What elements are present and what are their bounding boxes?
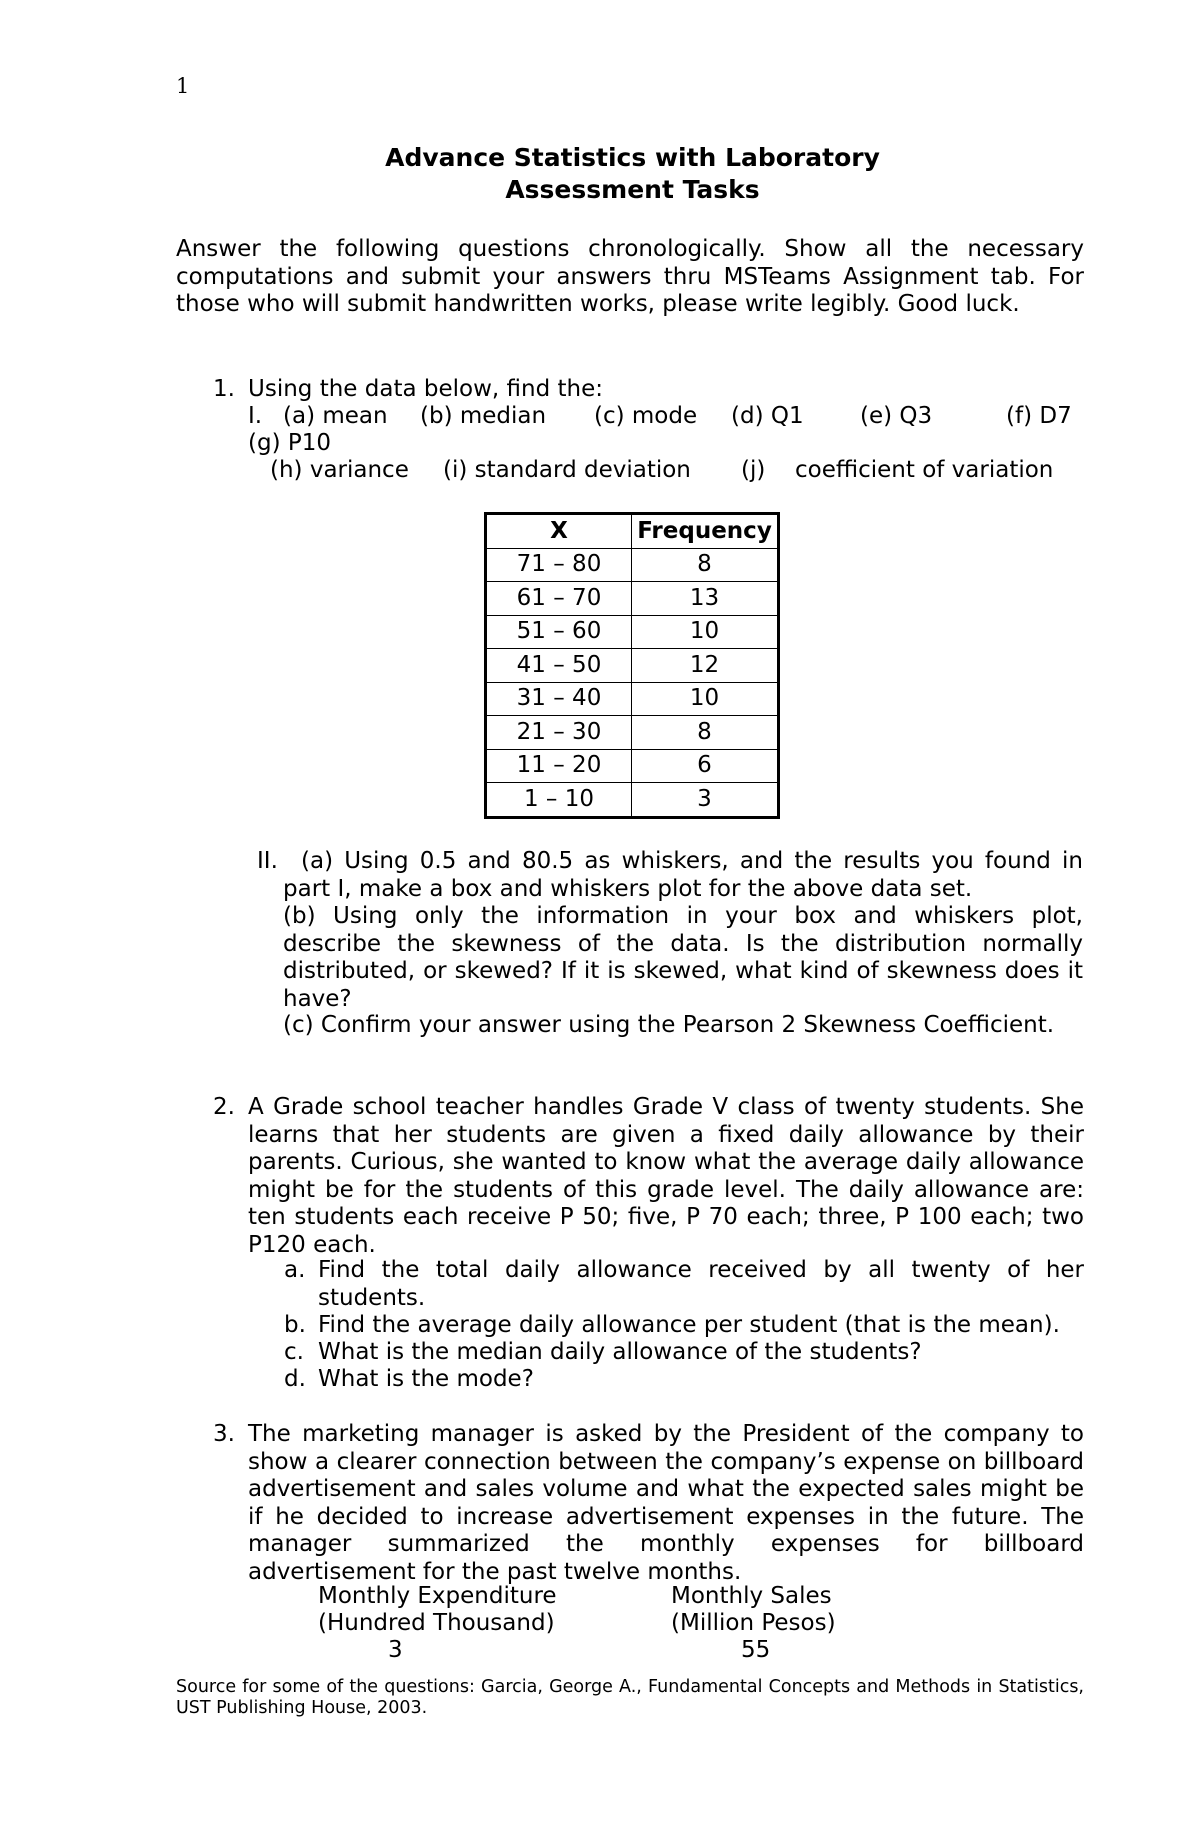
table-row	[486, 716, 779, 750]
table-header-x: X	[486, 514, 632, 549]
item-c-mode: (c) mode	[594, 403, 698, 429]
document-title: Advance Statistics with Laboratory	[385, 143, 880, 172]
sales-header-line1: Monthly Sales	[671, 1583, 832, 1609]
question-3-number: 3.	[213, 1421, 235, 1447]
table-cell-class: 61 – 70	[486, 582, 632, 616]
q2-item-b-letter: b.	[284, 1312, 306, 1338]
item-h-variance: (h) variance	[270, 457, 409, 483]
item-i-standard-deviation: (i) standard deviation	[443, 457, 691, 483]
table-cell-frequency: 10	[632, 682, 779, 716]
q2-item-a-letter: a.	[284, 1257, 306, 1283]
item-j-coefficient-of-variation: coefficient of variation	[795, 457, 1054, 483]
question-3-text: The marketing manager is asked by the President of the company to show a clearer connection between the company’s expense on billboard advertisement and sales volume and what the expected sales might be if he decided to increase advertisement expenses in the future. The manager summarized the monthly expenses for billboard advertisement for the past twelve months.	[248, 1421, 1084, 1585]
table-row	[486, 582, 779, 616]
table-cell-frequency: 8	[632, 716, 779, 750]
instructions-paragraph: Answer the following questions chronologically. Show all the necessary computations and submit your answers thru MSTeams Assignment tab. For those who will submit handwritten works, please write legibly. Good luck.	[176, 236, 1084, 317]
q2-item-c-text: What is the median daily allowance of the students?	[318, 1339, 922, 1365]
item-d-q1: (d) Q1	[731, 403, 804, 429]
item-f-d7: (f) D7	[1006, 403, 1072, 429]
table-cell-class: 31 – 40	[486, 682, 632, 716]
part-ii-label: II.	[257, 848, 278, 874]
item-g-p10: (g) P10	[248, 430, 331, 456]
table-cell-frequency: 6	[632, 749, 779, 783]
title-block	[0, 142, 1200, 206]
table-row	[486, 783, 779, 818]
question-1-number: 1.	[213, 376, 235, 402]
part-ii-b: (b) Using only the information in your box and whiskers plot, describe the skewness of the data. Is the distribution normally distributed, or skewed? If it is skewed, what kind of skewness does it have?	[283, 903, 1083, 1012]
table-row	[486, 649, 779, 683]
q2-item-a-text: Find the total daily allowance received by all twenty of her students.	[318, 1257, 1084, 1311]
table-row	[486, 615, 779, 649]
table-row	[486, 749, 779, 783]
q2-item-b-text: Find the average daily allowance per student (that is the mean).	[318, 1312, 1060, 1338]
sales-header-line2: (Million Pesos)	[671, 1610, 836, 1636]
expenditure-value: 3	[388, 1637, 403, 1663]
question-2-text: A Grade school teacher handles Grade V class of twenty students. She learns that her students are given a fixed daily allowance by their parents. Curious, she wanted to know what the average daily allowance might be for the students of this grade level. The daily allowance are: ten students each receive P 50; five, P 70 each; three, P 100 each; two P120 each.	[248, 1094, 1084, 1258]
expenditure-header-line1: Monthly Expenditure	[318, 1583, 557, 1609]
sales-value: 55	[741, 1637, 771, 1663]
table-cell-class: 41 – 50	[486, 649, 632, 683]
table-row	[486, 548, 779, 582]
question-2-number: 2.	[213, 1094, 235, 1120]
item-a-mean: (a) mean	[283, 403, 388, 429]
table-cell-class: 21 – 30	[486, 716, 632, 750]
table-cell-frequency: 13	[632, 582, 779, 616]
source-footnote: Source for some of the questions: Garcia, George A., Fundamental Concepts and Methods in Statistics, UST Publishing House, 2003.	[176, 1677, 1084, 1718]
table-header-row	[486, 514, 779, 549]
frequency-table	[484, 512, 780, 819]
document-subtitle: Assessment Tasks	[505, 175, 760, 204]
table-cell-frequency: 3	[632, 783, 779, 818]
q2-item-c-letter: c.	[284, 1339, 304, 1365]
table-cell-frequency: 12	[632, 649, 779, 683]
q2-item-d-letter: d.	[284, 1366, 306, 1392]
table-cell-class: 51 – 60	[486, 615, 632, 649]
part-i-label: I.	[248, 403, 263, 429]
q2-item-d-text: What is the mode?	[318, 1366, 534, 1392]
part-ii-a	[283, 848, 1083, 903]
item-e-q3: (e) Q3	[860, 403, 933, 429]
table-cell-frequency: 8	[632, 548, 779, 582]
table-cell-class: 71 – 80	[486, 548, 632, 582]
expenditure-header-line2: (Hundred Thousand)	[318, 1610, 555, 1636]
part-ii-a-text: (a) Using 0.5 and 80.5 as whiskers, and the results you found in part I, make a box and whiskers plot for the above data set.	[283, 848, 1083, 902]
page-number: 1	[176, 74, 190, 98]
table-header-frequency: Frequency	[632, 514, 779, 549]
table-cell-class: 11 – 20	[486, 749, 632, 783]
table-cell-class: 1 – 10	[486, 783, 632, 818]
question-1-lead: Using the data below, find the:	[248, 376, 603, 402]
part-ii-c: (c) Confirm your answer using the Pearson 2 Skewness Coefficient.	[283, 1012, 1055, 1038]
table-row	[486, 682, 779, 716]
item-j-label: (j)	[741, 457, 766, 483]
table-cell-frequency: 10	[632, 615, 779, 649]
item-b-median: (b) median	[420, 403, 547, 429]
